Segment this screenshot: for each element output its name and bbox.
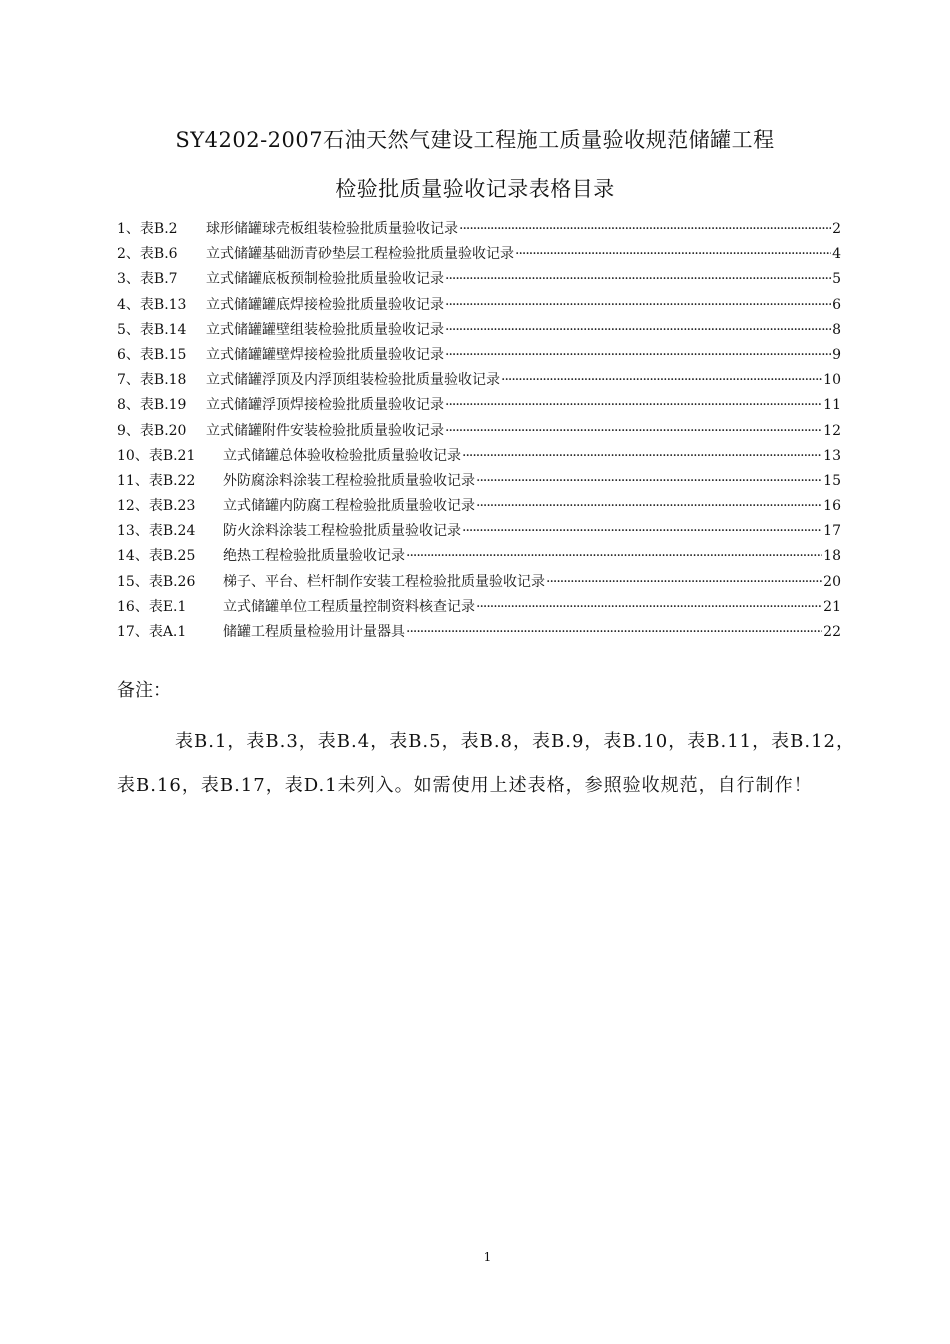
toc-entry-title: 立式储罐罐壁组装检验批质量验收记录 bbox=[206, 321, 444, 338]
toc-leader-dots bbox=[445, 397, 822, 413]
toc-leader-dots bbox=[476, 498, 822, 514]
toc-entry bbox=[117, 571, 841, 596]
toc-entry-title: 立式储罐内防腐工程检验批质量验收记录 bbox=[223, 498, 475, 515]
remark-label: 备注： bbox=[117, 680, 171, 701]
toc-entry bbox=[117, 369, 841, 394]
toc-leader-dots bbox=[476, 473, 822, 489]
toc-entry-page: 17 bbox=[823, 523, 841, 540]
toc-entry-page: 4 bbox=[832, 246, 841, 263]
toc-entry bbox=[117, 394, 841, 419]
toc-entry-title: 立式储罐基础沥青砂垫层工程检验批质量验收记录 bbox=[206, 246, 514, 263]
toc-entry-page: 13 bbox=[823, 447, 841, 464]
toc-leader-dots bbox=[445, 297, 831, 313]
toc-entry-code: 6、表B.15 bbox=[117, 346, 187, 363]
toc-entry bbox=[117, 294, 841, 319]
toc-entry-code: 11、表B.22 bbox=[117, 472, 196, 489]
toc-entry bbox=[117, 420, 841, 445]
toc-entry-title: 外防腐涂料涂装工程检验批质量验收记录 bbox=[223, 472, 475, 489]
toc-leader-dots bbox=[546, 574, 822, 590]
toc-entry-code: 4、表B.13 bbox=[117, 296, 187, 313]
toc-entry bbox=[117, 470, 841, 495]
toc-entry bbox=[117, 520, 841, 545]
toc-entry bbox=[117, 596, 841, 621]
toc-entry bbox=[117, 319, 841, 344]
toc-entry-title: 球形储罐球壳板组装检验批质量验收记录 bbox=[206, 221, 458, 237]
toc-leader-dots bbox=[445, 347, 831, 363]
toc-leader-dots bbox=[476, 599, 822, 615]
toc-entry-page: 21 bbox=[823, 598, 841, 615]
toc-entry-code: 2、表B.6 bbox=[117, 246, 178, 263]
toc-entry-page: 12 bbox=[823, 422, 841, 439]
toc-leader-dots bbox=[462, 523, 822, 539]
toc-entry-code: 15、表B.26 bbox=[117, 573, 196, 590]
toc-entry-page: 8 bbox=[832, 321, 841, 338]
toc-entry bbox=[117, 621, 841, 646]
toc-entry-title: 立式储罐罐壁焊接检验批质量验收记录 bbox=[206, 346, 444, 363]
toc-entry-page: 20 bbox=[823, 573, 841, 590]
toc-entry-code: 10、表B.21 bbox=[117, 447, 196, 464]
toc-entry-title: 立式储罐罐底焊接检验批质量验收记录 bbox=[206, 296, 444, 313]
toc-leader-dots bbox=[406, 624, 822, 640]
toc-leader-dots bbox=[462, 448, 822, 464]
toc-entry-code: 16、表E.1 bbox=[117, 598, 187, 615]
toc-entry-page: 16 bbox=[823, 498, 841, 515]
toc-leader-dots bbox=[445, 271, 831, 287]
toc-entry-page: 15 bbox=[823, 472, 841, 489]
toc-leader-dots bbox=[515, 246, 831, 262]
toc-entry bbox=[117, 495, 841, 520]
table-of-contents bbox=[117, 218, 841, 646]
page-number: 1 bbox=[483, 1250, 492, 1264]
toc-entry-code: 8、表B.19 bbox=[117, 397, 187, 414]
toc-entry-code: 17、表A.1 bbox=[117, 624, 187, 640]
toc-entry-title: 绝热工程检验批质量验收记录 bbox=[223, 548, 405, 565]
toc-entry-page: 6 bbox=[832, 296, 841, 313]
toc-entry-page: 9 bbox=[832, 346, 841, 363]
remark-body: 表B.1，表B.3，表B.4，表B.5，表B.8，表B.9，表B.10，表B.11，表B.12，表B.16，表B.17，表D.1未列入。如需使用上述表格，参照验收规范，自行制作！ bbox=[117, 731, 855, 796]
toc-leader-dots bbox=[445, 423, 822, 439]
toc-entry-title: 储罐工程质量检验用计量器具 bbox=[223, 624, 405, 640]
toc-entry-page: 22 bbox=[823, 624, 841, 640]
toc-entry-page: 2 bbox=[832, 221, 841, 237]
toc-entry-title: 立式储罐总体验收检验批质量验收记录 bbox=[223, 447, 461, 464]
toc-entry-title: 梯子、平台、栏杆制作安装工程检验批质量验收记录 bbox=[223, 573, 545, 590]
toc-entry-title: 立式储罐附件安装检验批质量验收记录 bbox=[206, 422, 444, 439]
toc-entry bbox=[117, 218, 841, 243]
toc-entry-page: 5 bbox=[832, 271, 841, 288]
toc-entry-code: 5、表B.14 bbox=[117, 321, 187, 338]
toc-entry bbox=[117, 445, 841, 470]
toc-entry-page: 11 bbox=[823, 397, 841, 414]
toc-entry bbox=[117, 268, 841, 293]
toc-leader-dots bbox=[501, 372, 822, 388]
toc-entry-code: 1、表B.2 bbox=[117, 221, 178, 237]
toc-leader-dots bbox=[406, 548, 822, 564]
toc-entry-code: 14、表B.25 bbox=[117, 548, 196, 565]
toc-entry-title: 防火涂料涂装工程检验批质量验收记录 bbox=[223, 523, 461, 540]
document-title-line2: 检验批质量验收记录表格目录 bbox=[335, 177, 615, 201]
toc-entry-title: 立式储罐浮顶焊接检验批质量验收记录 bbox=[206, 397, 444, 414]
toc-entry-title: 立式储罐浮顶及内浮顶组装检验批质量验收记录 bbox=[206, 372, 500, 389]
toc-leader-dots bbox=[459, 221, 831, 237]
toc-entry-code: 3、表B.7 bbox=[117, 271, 178, 288]
toc-entry bbox=[117, 243, 841, 268]
document-title-line1: SY4202-2007石油天然气建设工程施工质量验收规范储罐工程 bbox=[175, 128, 775, 152]
toc-entry-page: 18 bbox=[823, 548, 841, 565]
toc-entry-page: 10 bbox=[823, 372, 841, 389]
toc-entry-title: 立式储罐单位工程质量控制资料核查记录 bbox=[223, 598, 475, 615]
toc-leader-dots bbox=[445, 322, 831, 338]
toc-entry-code: 13、表B.24 bbox=[117, 523, 196, 540]
toc-entry bbox=[117, 344, 841, 369]
toc-entry-code: 12、表B.23 bbox=[117, 498, 196, 515]
toc-entry bbox=[117, 545, 841, 570]
toc-entry-code: 7、表B.18 bbox=[117, 372, 187, 389]
toc-entry-code: 9、表B.20 bbox=[117, 422, 187, 439]
toc-entry-title: 立式储罐底板预制检验批质量验收记录 bbox=[206, 271, 444, 288]
